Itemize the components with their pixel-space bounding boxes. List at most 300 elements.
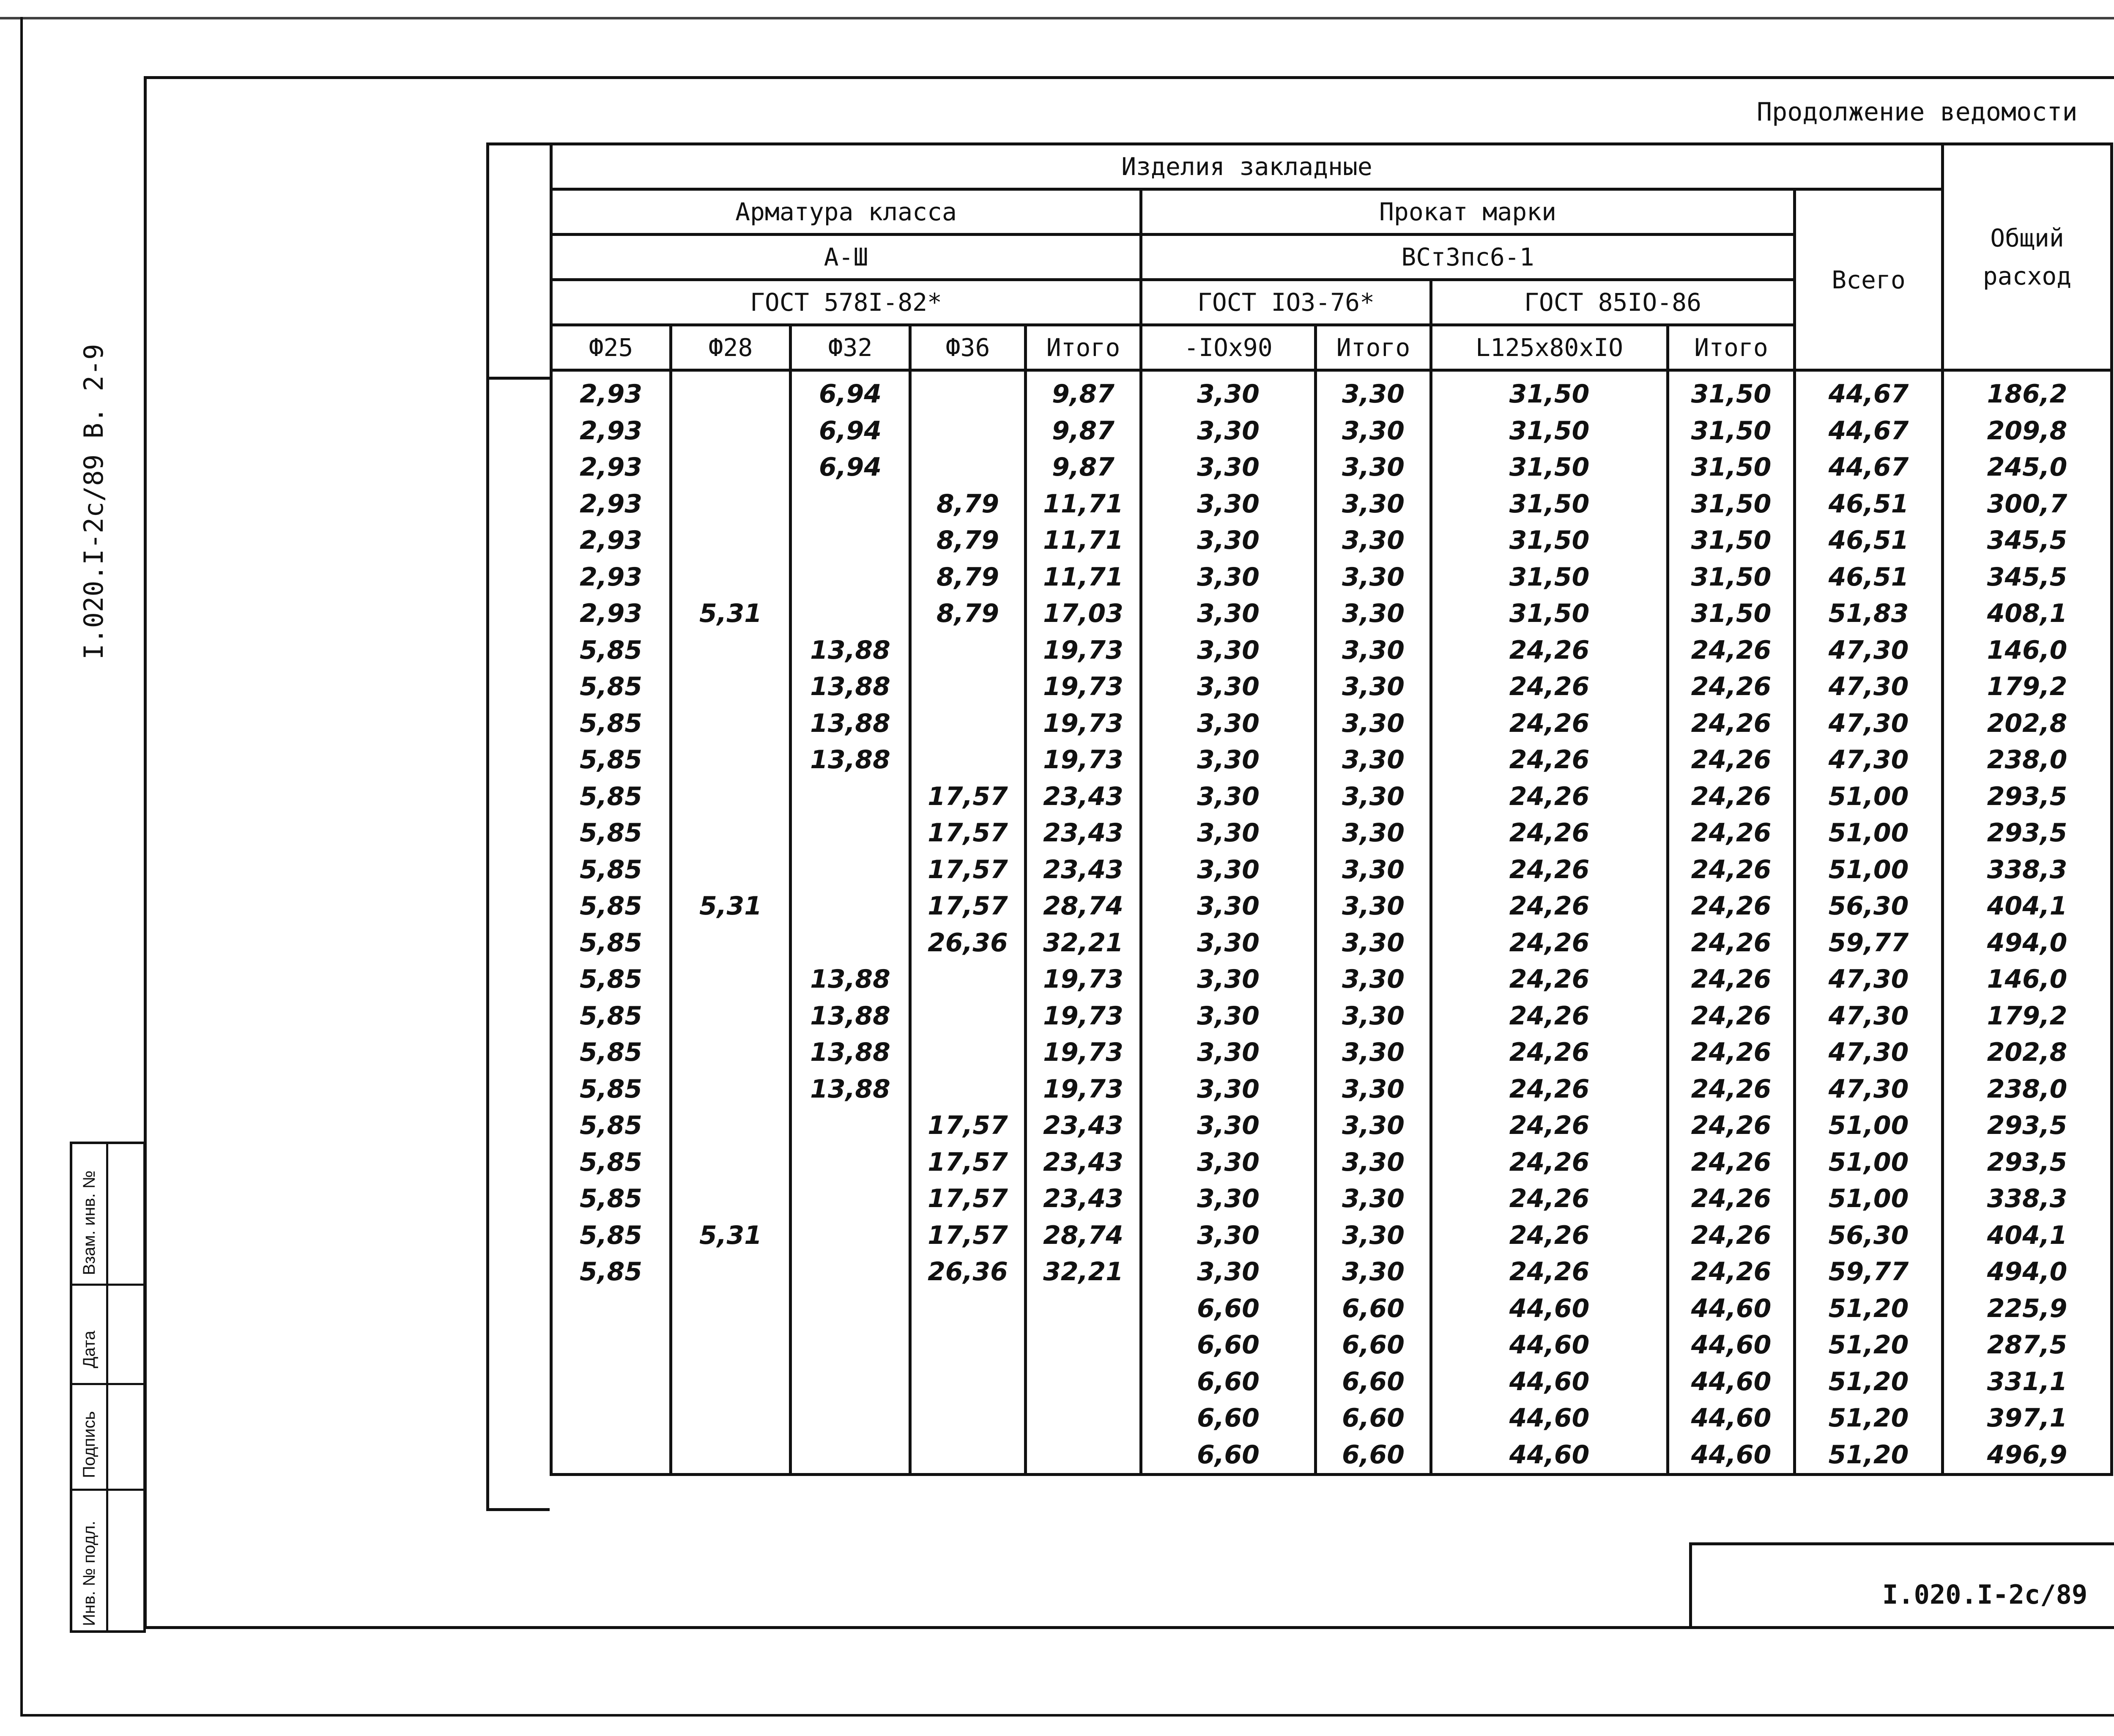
table-cell: 293,5 [1943,778,2112,815]
table-cell: 2,93 [551,413,671,449]
table-cell: 146,0 [1943,632,2112,669]
table-cell [671,1107,791,1144]
table-cell: 3,30 [1316,1071,1431,1108]
table-row [551,1144,2112,1181]
table-cell: 24,26 [1668,1107,1795,1144]
table-cell: 44,60 [1431,1364,1668,1400]
table-cell: 5,85 [551,1217,671,1254]
table-cell [671,486,791,523]
table-cell: 47,30 [1795,1071,1943,1108]
table-cell: 245,0 [1943,449,2112,486]
table-cell [551,1400,671,1437]
table-cell [791,1144,910,1181]
table-cell [791,1217,910,1254]
table-cell [671,1071,791,1108]
table-cell: 202,8 [1943,705,2112,742]
table-cell: 3,30 [1141,888,1316,925]
table-cell [551,1364,671,1400]
table-row [551,522,2112,559]
table-cell: 3,30 [1141,742,1316,778]
table-cell [671,1180,791,1217]
table-cell: 238,0 [1943,1071,2112,1108]
table-cell: 28,74 [1026,1217,1141,1254]
table-cell: 51,00 [1795,778,1943,815]
table-cell [1026,1327,1141,1364]
table-cell [791,1180,910,1217]
table-stub-column [486,142,550,1511]
table-cell: 2,93 [551,486,671,523]
table-cell: 44,60 [1431,1437,1668,1475]
table-cell [671,778,791,815]
table-cell [791,595,910,632]
table-cell: 31,50 [1431,559,1668,596]
table-cell: 46,51 [1795,486,1943,523]
table-cell [671,1144,791,1181]
table-cell: 5,85 [551,1034,671,1071]
table-cell: 24,26 [1668,1180,1795,1217]
table-cell: 3,30 [1316,961,1431,998]
table-cell: 5,85 [551,1180,671,1217]
table-cell: 24,26 [1668,961,1795,998]
table-cell [671,961,791,998]
table-cell: 24,26 [1431,1034,1668,1071]
table-cell [671,705,791,742]
table-cell: 293,5 [1943,1107,2112,1144]
table-cell: 19,73 [1026,961,1141,998]
table-cell: 44,67 [1795,449,1943,486]
header-rolled-gost1: ГОСТ IO3-76* [1141,280,1431,325]
table-cell: 5,85 [551,1071,671,1108]
table-cell: 238,0 [1943,742,2112,778]
table-cell [671,522,791,559]
table-cell: 24,26 [1431,1254,1668,1290]
table-cell [791,888,910,925]
table-cell: 3,30 [1141,595,1316,632]
table-row [551,998,2112,1035]
table-cell: 31,50 [1668,486,1795,523]
table-cell [671,632,791,669]
table-cell [791,815,910,852]
table-cell: 23,43 [1026,1107,1141,1144]
table-cell [910,705,1026,742]
table-cell: 3,30 [1316,852,1431,888]
table-cell: 3,30 [1316,1144,1431,1181]
table-cell: 5,85 [551,632,671,669]
table-cell: 6,60 [1141,1400,1316,1437]
table-cell: 3,30 [1316,1107,1431,1144]
column-header: Ф28 [671,325,791,370]
table-cell: 3,30 [1141,852,1316,888]
table-cell: 31,50 [1431,595,1668,632]
table-cell [671,1034,791,1071]
table-cell [671,668,791,705]
table-cell: 6,60 [1316,1400,1431,1437]
table-cell: 13,88 [791,632,910,669]
table-cell: 6,60 [1316,1327,1431,1364]
strip-label-replace: Взам. инв. № [80,1170,99,1275]
table-cell [791,852,910,888]
table-cell [671,742,791,778]
table-cell: 13,88 [791,668,910,705]
table-cell [671,925,791,961]
table-cell [551,1327,671,1364]
table-cell [910,742,1026,778]
table-cell: 496,9 [1943,1437,2112,1475]
table-cell: 3,30 [1141,998,1316,1035]
table-cell: 6,94 [791,370,910,413]
table-cell: 3,30 [1316,370,1431,413]
table-cell: 31,50 [1431,370,1668,413]
table-cell [671,1437,791,1475]
table-cell: 146,0 [1943,961,2112,998]
table-cell: 19,73 [1026,1071,1141,1108]
table-cell: 3,30 [1141,1144,1316,1181]
table-row [551,449,2112,486]
column-header: L125x80xIO [1431,325,1668,370]
table-cell: 24,26 [1668,1217,1795,1254]
table-row [551,559,2112,596]
table-cell: 17,57 [910,1217,1026,1254]
table-cell: 6,60 [1141,1364,1316,1400]
table-cell: 9,87 [1026,370,1141,413]
table-cell: 5,31 [671,595,791,632]
table-cell: 19,73 [1026,1034,1141,1071]
table-cell: 17,57 [910,778,1026,815]
table-cell [551,1437,671,1475]
table-row [551,1071,2112,1108]
table-cell [910,449,1026,486]
table-cell: 44,67 [1795,413,1943,449]
table-cell: 5,85 [551,961,671,998]
table-cell: 47,30 [1795,668,1943,705]
table-cell: 17,57 [910,888,1026,925]
table-row [551,888,2112,925]
table-cell: 3,30 [1141,632,1316,669]
table-cell: 494,0 [1943,1254,2112,1290]
table-cell: 3,30 [1316,1180,1431,1217]
table-cell: 56,30 [1795,888,1943,925]
table-cell: 17,57 [910,815,1026,852]
table-cell: 24,26 [1431,668,1668,705]
table-cell: 338,3 [1943,1180,2112,1217]
table-cell: 494,0 [1943,925,2112,961]
table-cell: 11,71 [1026,559,1141,596]
table-cell: 293,5 [1943,1144,2112,1181]
table-cell: 300,7 [1943,486,2112,523]
table-cell: 31,50 [1668,522,1795,559]
table-cell: 24,26 [1668,1071,1795,1108]
table-cell: 31,50 [1668,413,1795,449]
table-cell: 5,85 [551,1254,671,1290]
table-row [551,742,2112,778]
table-row [551,925,2112,961]
table-cell: 24,26 [1668,998,1795,1035]
table-cell: 51,20 [1795,1290,1943,1327]
table-cell: 3,30 [1141,668,1316,705]
table-cell: 13,88 [791,998,910,1035]
table-cell: 24,26 [1668,742,1795,778]
table-cell: 3,30 [1141,705,1316,742]
table-cell: 345,5 [1943,559,2112,596]
table-cell: 59,77 [1795,1254,1943,1290]
table-cell: 3,30 [1316,668,1431,705]
table-cell [671,815,791,852]
table-cell [910,1400,1026,1437]
table-cell: 6,60 [1141,1290,1316,1327]
table-cell: 3,30 [1141,1107,1316,1144]
table-cell: 31,50 [1668,449,1795,486]
table-cell: 5,85 [551,1107,671,1144]
table-cell: 3,30 [1141,925,1316,961]
table-cell: 24,26 [1431,1217,1668,1254]
table-cell [910,1290,1026,1327]
table-cell: 47,30 [1795,742,1943,778]
table-cell: 13,88 [791,961,910,998]
table-cell: 2,93 [551,370,671,413]
column-header: Ф32 [791,325,910,370]
column-header: Итого [1316,325,1431,370]
table-row [551,370,2112,413]
table-cell: 24,26 [1668,705,1795,742]
table-cell: 345,5 [1943,522,2112,559]
table-cell: 44,60 [1431,1400,1668,1437]
table-cell: 24,26 [1668,1034,1795,1071]
table-cell: 24,26 [1431,1107,1668,1144]
table-cell [910,413,1026,449]
table-cell: 46,51 [1795,522,1943,559]
table-cell [791,1327,910,1364]
table-cell: 24,26 [1668,668,1795,705]
table-cell: 24,26 [1431,998,1668,1035]
table-cell [791,925,910,961]
table-cell: 23,43 [1026,1180,1141,1217]
table-cell: 5,85 [551,815,671,852]
table-cell: 28,74 [1026,888,1141,925]
table-cell: 8,79 [910,522,1026,559]
table-row [551,413,2112,449]
table-cell: 404,1 [1943,888,2112,925]
table-cell: 3,30 [1316,413,1431,449]
table-cell: 5,85 [551,852,671,888]
table-cell: 3,30 [1141,370,1316,413]
table-cell: 202,8 [1943,1034,2112,1071]
table-cell: 24,26 [1668,778,1795,815]
table-cell: 6,60 [1316,1290,1431,1327]
table-cell: 26,36 [910,1254,1026,1290]
header-rebar-class: А-Ш [551,235,1141,280]
table-cell: 5,31 [671,1217,791,1254]
table-cell: 186,2 [1943,370,2112,413]
strip-label-inv: Инв. № подл. [80,1520,99,1626]
table-cell: 24,26 [1431,852,1668,888]
table-cell [791,1254,910,1290]
table-cell: 3,30 [1316,1034,1431,1071]
table-cell: 9,87 [1026,413,1141,449]
header-overall: Общий расход [1943,144,2112,370]
table-cell: 51,20 [1795,1327,1943,1364]
table-cell [671,413,791,449]
column-header: Ф36 [910,325,1026,370]
table-cell [791,1107,910,1144]
table-cell: 5,85 [551,778,671,815]
table-cell: 31,50 [1431,522,1668,559]
table-cell: 5,31 [671,888,791,925]
table-cell: 59,77 [1795,925,1943,961]
table-cell: 24,26 [1431,742,1668,778]
table-cell: 404,1 [1943,1217,2112,1254]
table-cell: 24,26 [1431,632,1668,669]
table-row [551,486,2112,523]
table-cell: 51,00 [1795,815,1943,852]
table-cell: 6,60 [1316,1364,1431,1400]
table-cell: 51,00 [1795,1144,1943,1181]
table-cell: 225,9 [1943,1290,2112,1327]
table-cell: 3,30 [1141,1034,1316,1071]
table-cell: 5,85 [551,668,671,705]
table-cell: 24,26 [1668,925,1795,961]
strip-label-date: Дата [80,1331,99,1368]
continuation-title: Продолжение ведомости [1757,97,2078,127]
header-rolled-gost2: ГОСТ 85IO-86 [1431,280,1795,325]
table-cell: 51,20 [1795,1364,1943,1400]
column-header: -IOx90 [1141,325,1316,370]
table-cell: 17,57 [910,1107,1026,1144]
header-rebar: Арматура класса [551,189,1141,235]
table-row [551,1034,2112,1071]
table-cell: 287,5 [1943,1327,2112,1364]
table-cell: 6,94 [791,413,910,449]
table-cell: 2,93 [551,595,671,632]
table-cell [910,1071,1026,1108]
table-cell: 23,43 [1026,778,1141,815]
table-cell [791,1437,910,1475]
table-cell: 17,57 [910,1180,1026,1217]
table-row [551,1364,2112,1400]
table-row [551,1180,2112,1217]
table-cell [671,852,791,888]
table-cell: 17,57 [910,1144,1026,1181]
table-cell [1026,1364,1141,1400]
table-cell: 32,21 [1026,1254,1141,1290]
table-cell: 3,30 [1141,778,1316,815]
header-rolled: Прокат марки [1141,189,1795,235]
table-cell: 24,26 [1668,888,1795,925]
table-cell [910,1364,1026,1400]
table-cell [910,668,1026,705]
table-cell: 13,88 [791,742,910,778]
table-cell: 3,30 [1141,522,1316,559]
column-header: Итого [1668,325,1795,370]
table-cell: 6,60 [1141,1437,1316,1475]
table-cell: 13,88 [791,705,910,742]
side-code: I.020.I-2c/89 B. 2-9 [78,344,109,660]
table-cell: 3,30 [1141,413,1316,449]
table-cell: 32,21 [1026,925,1141,961]
table-cell [1026,1290,1141,1327]
table-cell: 31,50 [1668,559,1795,596]
table-cell: 3,30 [1316,1217,1431,1254]
table-cell: 6,94 [791,449,910,486]
table-cell: 51,00 [1795,852,1943,888]
table-cell: 24,26 [1431,961,1668,998]
table-cell: 3,30 [1316,815,1431,852]
table-cell [671,998,791,1035]
table-cell [671,370,791,413]
table-cell [910,1327,1026,1364]
table-row [551,1400,2112,1437]
table-cell [791,1290,910,1327]
table-cell: 3,30 [1316,486,1431,523]
table-cell: 24,26 [1668,852,1795,888]
table-cell: 47,30 [1795,632,1943,669]
table-cell: 51,00 [1795,1180,1943,1217]
outer-frame-left [20,17,23,1717]
table-row [551,1254,2112,1290]
header-rolled-grade: ВСт3пс6-1 [1141,235,1795,280]
table-cell: 397,1 [1943,1400,2112,1437]
table-cell: 17,57 [910,852,1026,888]
table-row [551,778,2112,815]
table-cell: 47,30 [1795,998,1943,1035]
table-cell: 5,85 [551,742,671,778]
table-row [551,705,2112,742]
table-cell: 24,26 [1431,1180,1668,1217]
table-cell: 46,51 [1795,559,1943,596]
table-cell: 3,30 [1141,1071,1316,1108]
title-code: I.020.I-2c/89 [1882,1579,2088,1610]
header-total: Всего [1795,189,1943,370]
table-cell: 331,1 [1943,1364,2112,1400]
table-cell: 3,30 [1316,742,1431,778]
table-cell: 3,30 [1316,1254,1431,1290]
table-cell: 179,2 [1943,998,2112,1035]
table-cell: 51,20 [1795,1400,1943,1437]
table-cell [791,559,910,596]
table-cell: 47,30 [1795,961,1943,998]
column-header: Ф25 [551,325,671,370]
table-cell: 209,8 [1943,413,2112,449]
table-cell: 19,73 [1026,742,1141,778]
table-cell: 44,67 [1795,370,1943,413]
table-cell: 47,30 [1795,705,1943,742]
column-header: Итого [1026,325,1141,370]
table-cell: 2,93 [551,449,671,486]
table-cell: 3,30 [1141,1180,1316,1217]
table-cell [671,1364,791,1400]
table-cell [671,1400,791,1437]
table-cell: 31,50 [1431,486,1668,523]
table-cell: 3,30 [1316,522,1431,559]
table-row [551,852,2112,888]
table-cell: 44,60 [1668,1327,1795,1364]
table-cell: 24,26 [1431,925,1668,961]
table-cell: 44,60 [1668,1400,1795,1437]
table-cell: 24,26 [1431,778,1668,815]
table-cell [910,998,1026,1035]
table-cell: 11,71 [1026,522,1141,559]
header-group: Изделия закладные [551,144,1943,189]
table-cell: 6,60 [1316,1437,1431,1475]
header-rebar-gost: ГОСТ 578I-82* [551,280,1141,325]
table-cell: 23,43 [1026,852,1141,888]
table-cell: 24,26 [1431,1071,1668,1108]
table-cell: 11,71 [1026,486,1141,523]
table-cell: 51,83 [1795,595,1943,632]
table-cell: 24,26 [1431,1144,1668,1181]
table-cell: 31,50 [1431,449,1668,486]
table-cell: 44,60 [1668,1437,1795,1475]
table-cell: 5,85 [551,998,671,1035]
